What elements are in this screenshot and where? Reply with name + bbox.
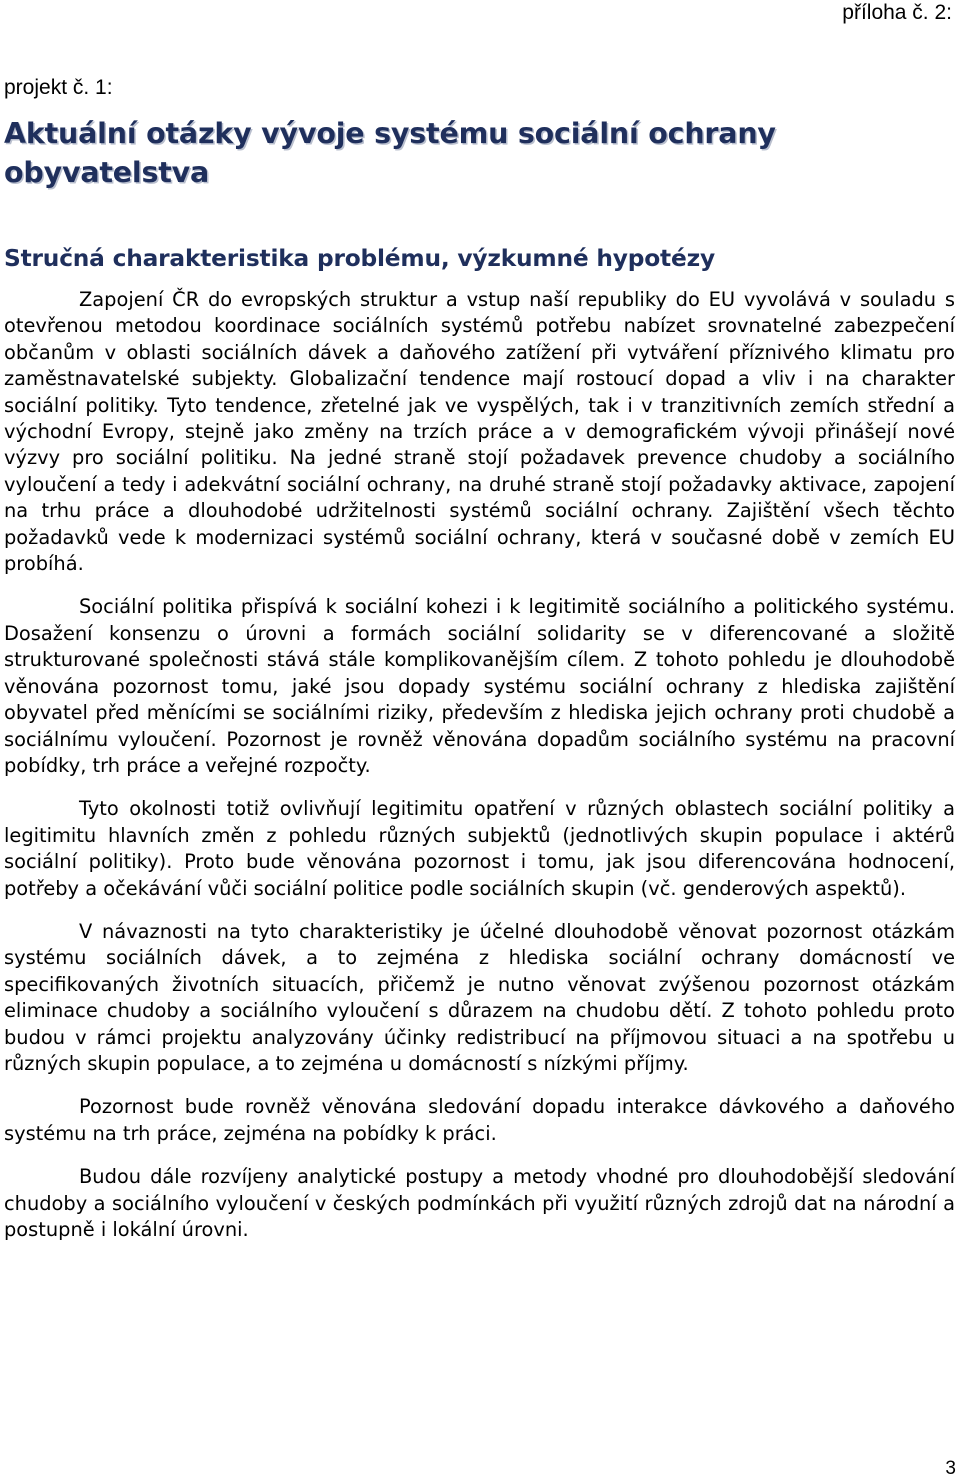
- paragraph: Zapojení ČR do evropských struktur a vstup naší republiky do EU vyvolává v souladu s otevřenou metodou koordinace sociálních systémů potřebu nabízet srovnatelné zabezpečení občanům v oblasti sociálních dávek a daňového zatížení při vytváření příznivého klimatu pro zaměstnavatelské subjekty. Globalizační tendence mají rostoucí dopad a vliv i na charakter sociální politiky. Tyto tendence, zřetelné jak ve vyspělých, tak i v tranzitivních zemích střední a východní Evropy, stejně jako změny na trzích práce a v demografickém vývoji přinášejí nové výzvy pro sociální politiku. Na jedné straně stojí požadavek prevence chudoby a sociálního vyloučení a tedy i adekvátní sociální ochrany, na druhé straně stojí požadavky aktivace, zapojení na trhu práce a dlouhodobé udržitelnosti systémů sociální ochrany. Zajištění všech těchto požadavků vede k modernizaci systémů sociální ochrany, která v současné době v zemích EU probíhá.: [4, 288, 955, 576]
- attachment-label: příloha č. 2:: [842, 1, 952, 24]
- paragraph: Sociální politika přispívá k sociální kohezi i k legitimitě sociálního a politického systému. Dosažení konsenzu o úrovni a formách sociální solidarity se v diferencované a složitě strukturované společnosti stává stále komplikovanějším cílem. Z tohoto pohledu je dlouhodobě věnována pozornost tomu, jaké jsou dopady systému sociální ochrany z hlediska zajištění obyvatel před měnícími se sociálními riziky, především z hlediska jejich ochrany proti chudobě a sociálnímu vyloučení. Pozornost je rovněž věnována dopadům sociálního systému na pracovní pobídky, trh práce a veřejné rozpočty.: [4, 595, 955, 777]
- page-number: 3: [945, 1458, 956, 1479]
- paragraph: V návaznosti na tyto charakteristiky je účelné dlouhodobě věnovat pozornost otázkám systému sociálních dávek, a to zejména z hlediska sociální ochrany domácností ve specifikovaných životních situacích, přičemž je nutno věnovat zvýšenou pozornost otázkám eliminace chudoby a sociálního vyloučení s důrazem na chudobu dětí. Z tohoto pohledu proto budou v rámci projektu analyzovány účinky redistribucí na příjmovou situaci a na spotřebu u různých skupin populace, a to zejména u domácností s nízkými příjmy.: [4, 919, 955, 1075]
- paragraph: Budou dále rozvíjeny analytické postupy a metody vhodné pro dlouhodobější sledování chudoby a sociálního vyloučení v českých podmínkách při využití různých zdrojů dat na národní a postupně i lokální úrovni.: [4, 1165, 955, 1241]
- section-heading: Stručná charakteristika problému, výzkumné hypotézy: [4, 245, 715, 272]
- document-title: Aktuální otázky vývoje systému sociální ochrany obyvatelstva: [4, 117, 776, 189]
- body-text: [4, 287, 955, 1243]
- project-label: projekt č. 1:: [4, 76, 113, 99]
- paragraph: Tyto okolnosti totiž ovlivňují legitimitu opatření v různých oblastech sociální politiky a legitimitu hlavních změn z pohledu různých subjektů (jednotlivých skupin populace i aktérů sociální politiky). Proto bude věnována pozornost i tomu, jak jsou diferencována hodnocení, potřeby a očekávání vůči sociální politice podle sociálních skupin (vč. genderových aspektů).: [4, 797, 955, 900]
- paragraph: Pozornost bude rovněž věnována sledování dopadu interakce dávkového a daňového systému na trh práce, zejména na pobídky k práci.: [4, 1095, 955, 1145]
